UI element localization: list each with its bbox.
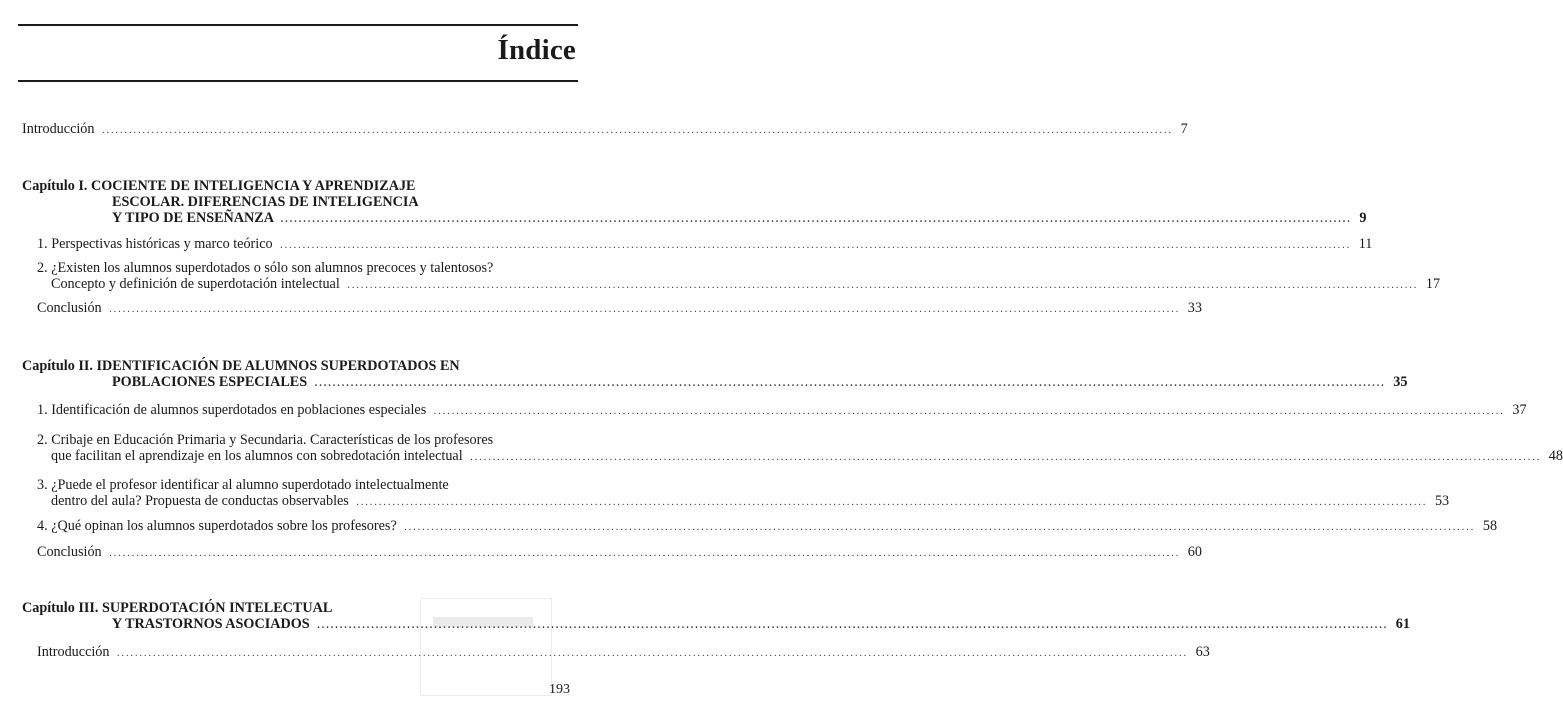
toc-entry-page: 48	[1548, 448, 1563, 464]
leader-dots	[109, 304, 1180, 315]
toc-entry-label: Conclusión	[37, 544, 102, 560]
toc-section-2-2[interactable]	[37, 432, 1563, 466]
leader-dots	[315, 378, 1386, 389]
toc-entry-label: 2. Cribaje en Educación Primaria y Secundaria. Características de los profesores	[37, 432, 494, 448]
toc-section-2-4[interactable]	[37, 518, 1498, 536]
toc-entry-label: Concepto y definición de superdotación intelectual	[51, 276, 340, 292]
toc-entry-label: Conclusión	[37, 300, 102, 316]
chapter-title-line: Y TIPO DE ENSEÑANZA	[112, 210, 274, 226]
leader-dots	[404, 522, 1475, 533]
faded-library-stamp	[420, 598, 552, 696]
toc-entry-label: Introducción	[22, 121, 95, 137]
toc-entry-page: 9	[1359, 210, 1367, 226]
leader-dots	[470, 452, 1541, 463]
toc-entry-label: dentro del aula? Propuesta de conductas observables	[51, 493, 349, 509]
page-title: Índice	[497, 34, 576, 66]
toc-entry-label: 4. ¿Qué opinan los alumnos superdotados sobre los profesores?	[37, 518, 397, 534]
leader-dots	[109, 548, 1180, 559]
leader-dots	[102, 125, 1173, 136]
toc-entry-label: Introducción	[37, 644, 110, 660]
chapter-title-line: ESCOLAR. DIFERENCIAS DE INTELIGENCIA	[112, 194, 419, 210]
toc-chapter-2[interactable]	[22, 358, 1408, 392]
toc-entry-label: 2. ¿Existen los alumnos superdotados o sólo son alumnos precoces y talentosos?	[37, 260, 494, 276]
toc-section-1-conclusion[interactable]	[37, 300, 1202, 318]
toc-entry-page: 7	[1180, 121, 1188, 137]
leader-dots	[281, 214, 1352, 225]
leader-dots	[434, 406, 1505, 417]
leader-dots	[117, 648, 1188, 659]
toc-section-1-2[interactable]	[37, 260, 1441, 294]
toc-entry-page: 58	[1482, 518, 1498, 534]
toc-entry-introduccion[interactable]	[22, 121, 1188, 139]
toc-entry-label: que facilitan el aprendizaje en los alumnos con sobredotación intelectual	[51, 448, 463, 464]
toc-entry-page: 33	[1187, 300, 1202, 316]
toc-section-2-conclusion[interactable]	[37, 544, 1202, 562]
chapter-title-line: Capítulo II. IDENTIFICACIÓN DE ALUMNOS SUPERDOTADOS EN	[22, 358, 460, 374]
chapter-title-line: POBLACIONES ESPECIALES	[112, 374, 308, 390]
toc-entry-page: 61	[1395, 616, 1410, 632]
toc-entry-page: 53	[1434, 493, 1450, 509]
page-number: 193	[549, 682, 570, 697]
chapter-title-line: Y TRASTORNOS ASOCIADOS	[112, 616, 310, 632]
leader-dots	[280, 240, 1351, 251]
toc-entry-label: 3. ¿Puede el profesor identificar al alumno superdotado intelectualmente	[37, 477, 449, 493]
toc-entry-page: 37	[1512, 402, 1527, 418]
toc-section-2-1[interactable]	[37, 402, 1527, 420]
toc-entry-page: 17	[1425, 276, 1441, 292]
toc-section-1-1[interactable]	[37, 236, 1373, 254]
leader-dots	[356, 497, 1427, 508]
top-rule	[18, 24, 578, 26]
leader-dots	[347, 280, 1418, 291]
toc-entry-page: 35	[1393, 374, 1408, 390]
toc-entry-page: 63	[1195, 644, 1210, 660]
chapter-title-line: Capítulo III. SUPERDOTACIÓN INTELECTUAL	[22, 600, 333, 616]
toc-entry-page: 11	[1358, 236, 1373, 252]
title-rule	[18, 80, 578, 82]
toc-entry-label: 1. Identificación de alumnos superdotados en poblaciones especiales	[37, 402, 427, 418]
toc-entry-label: 1. Perspectivas históricas y marco teórico	[37, 236, 273, 252]
chapter-title-line: Capítulo I. COCIENTE DE INTELIGENCIA Y APRENDIZAJE	[22, 178, 416, 194]
toc-section-2-3[interactable]	[37, 477, 1450, 511]
toc-entry-page: 60	[1187, 544, 1202, 560]
toc-chapter-1[interactable]	[22, 178, 1367, 228]
